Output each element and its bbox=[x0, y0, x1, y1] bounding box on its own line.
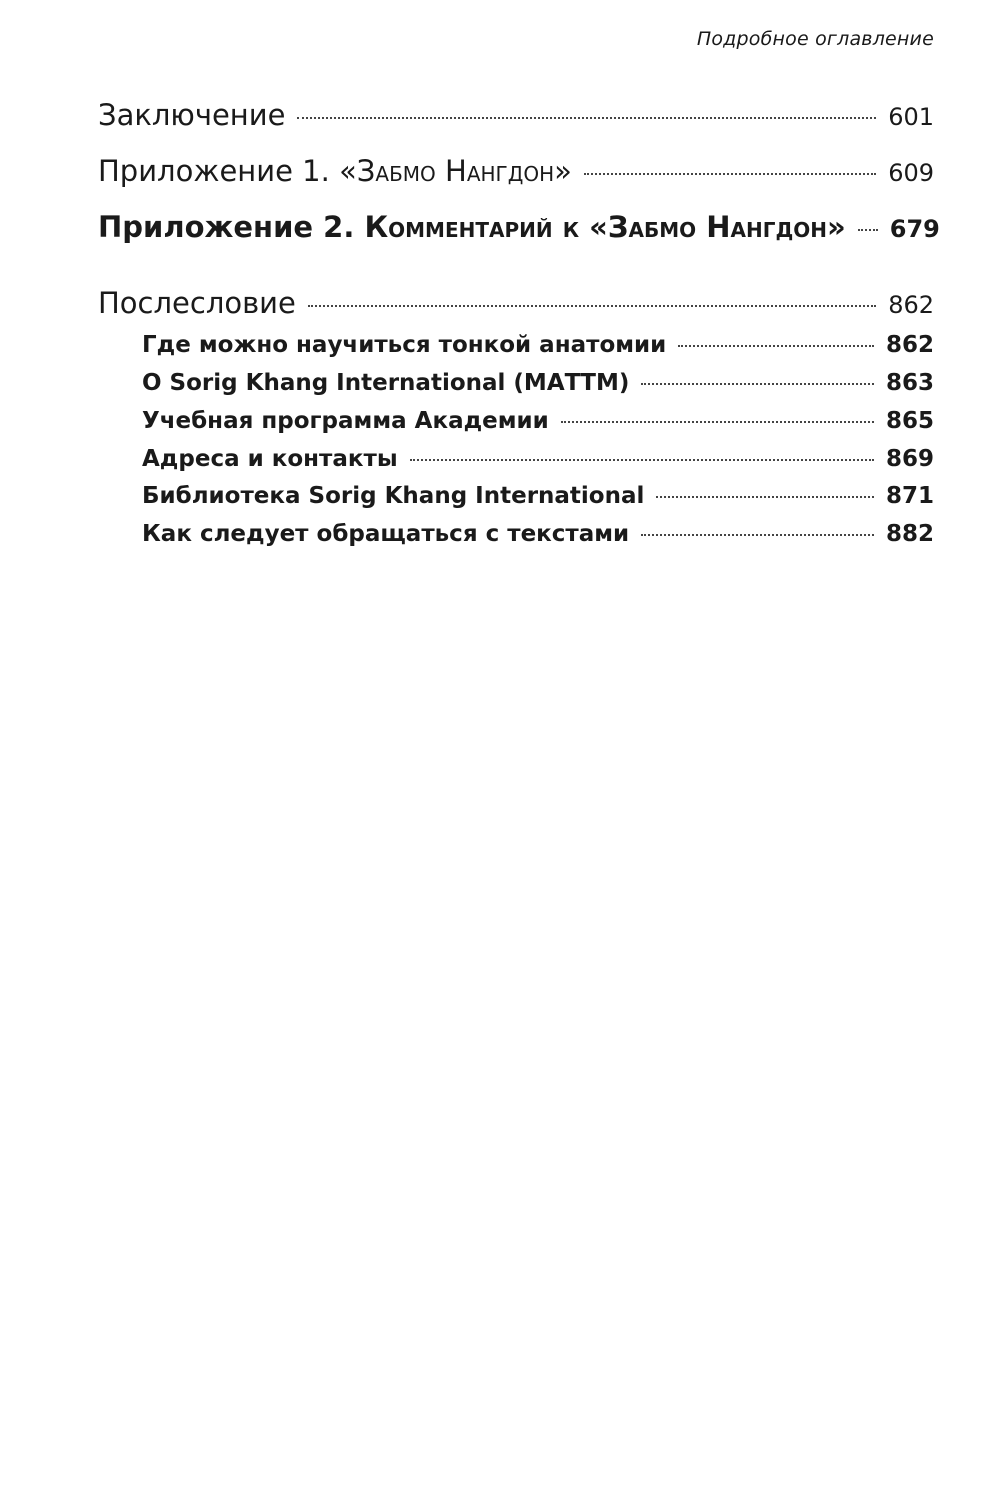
toc-subentry-title: Адреса и контакты bbox=[142, 446, 398, 472]
dot-leader bbox=[858, 229, 878, 231]
toc-entry-conclusion[interactable] bbox=[98, 98, 934, 132]
toc-subentry[interactable] bbox=[142, 408, 934, 434]
toc-subentry-title: O Sorig Khang International (МАТТМ) bbox=[142, 370, 630, 396]
dot-leader bbox=[410, 459, 874, 461]
toc-entry-title bbox=[98, 154, 584, 188]
dot-leader bbox=[308, 305, 876, 307]
toc-subentry[interactable] bbox=[142, 483, 934, 509]
toc-subentry-title: Как следует обращаться с текстами bbox=[142, 521, 630, 547]
toc-subentry-page: 869 bbox=[885, 446, 934, 472]
toc-entry-title-prefix: Приложение 1. bbox=[98, 154, 340, 188]
toc-subentry[interactable] bbox=[142, 521, 934, 547]
toc-subentry-title: Где можно научиться тонкой анатомии bbox=[142, 332, 667, 358]
toc-subentry-title: Библиотека Sorig Khang International bbox=[142, 483, 645, 509]
dot-leader bbox=[584, 173, 876, 175]
toc-subentry[interactable] bbox=[142, 370, 934, 396]
toc-entry-title-prefix: Приложение 2. bbox=[98, 210, 365, 244]
toc-entry-title-work: «Забмо Нангдон» bbox=[339, 154, 572, 188]
dot-leader bbox=[641, 383, 874, 385]
toc-subentry[interactable] bbox=[142, 446, 934, 472]
toc-entry-page: 601 bbox=[888, 103, 934, 131]
toc-subentry-page: 882 bbox=[885, 521, 934, 547]
toc-subentry-title: Учебная программа Академии bbox=[142, 408, 549, 434]
toc-entry-title: Послесловие bbox=[98, 286, 296, 320]
toc-entry-title-work: Комментарий к «Забмо Нангдон» bbox=[364, 210, 846, 244]
toc-entry-appendix-1[interactable] bbox=[98, 154, 934, 188]
toc-entry-afterword[interactable] bbox=[98, 286, 934, 320]
toc-entry-appendix-2[interactable] bbox=[98, 210, 940, 244]
dot-leader bbox=[561, 421, 874, 423]
dot-leader bbox=[297, 117, 876, 119]
dot-leader bbox=[656, 496, 874, 498]
dot-leader bbox=[678, 345, 874, 347]
toc-subentry-page: 871 bbox=[885, 483, 934, 509]
dot-leader bbox=[641, 534, 874, 536]
toc-subentry-page: 863 bbox=[885, 370, 934, 396]
toc-subentry-page: 865 bbox=[885, 408, 934, 434]
toc-subentry-page: 862 bbox=[885, 332, 934, 358]
toc-entry-title: Заключение bbox=[98, 98, 286, 132]
toc-entry-page: 679 bbox=[889, 215, 940, 243]
toc-entry-page: 609 bbox=[888, 159, 934, 187]
toc-subentry[interactable] bbox=[142, 332, 934, 358]
toc-entry-title bbox=[98, 210, 858, 244]
running-header: Подробное оглавление bbox=[696, 28, 934, 50]
toc-entry-page: 862 bbox=[888, 291, 934, 319]
